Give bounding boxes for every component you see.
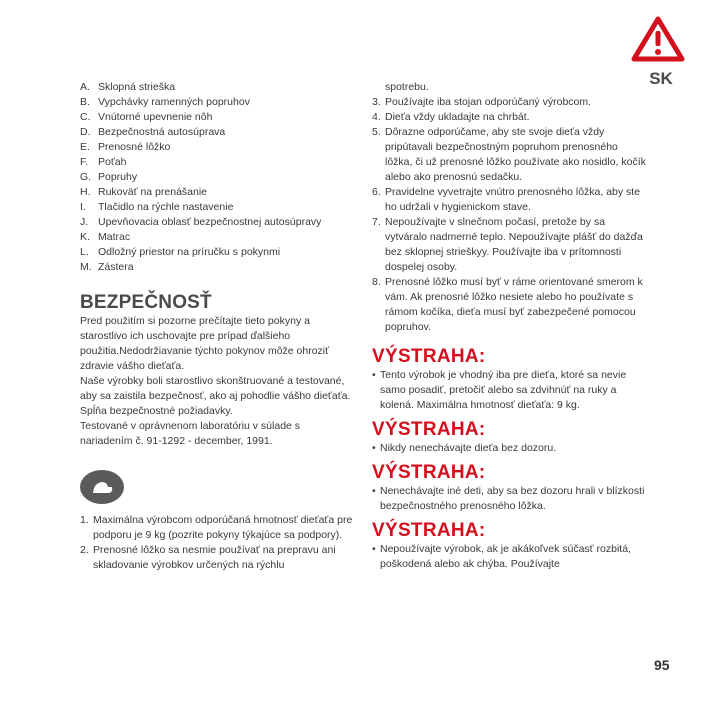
right-numbered-list bbox=[372, 95, 647, 335]
warning-bullet bbox=[372, 542, 647, 572]
warning-text: Nenechávajte iné deti, aby sa bez dozoru hrali v blízkosti bezpečnostného prenosného lôžka. bbox=[380, 485, 645, 512]
item-text: Nepoužívajte v slnečnom počasí, pretože by sa vytváralo nadmerné teplo. Nepoužívajte plášť do dažďa bez sklopnej strieškyy. Používajte iba v prítomnosti dospelej osoby. bbox=[385, 216, 643, 273]
part-letter: E. bbox=[80, 141, 90, 153]
part-label: Vnútorné upevnenie nôh bbox=[98, 111, 213, 123]
bullet-dot: • bbox=[372, 369, 376, 381]
warning-text: Tento výrobok je vhodný iba pre dieťa, ktoré sa nevie samo posadiť, pretočiť alebo sa zdvihnúť na ruky a kolená. Maximálna hmotnosť dieťaťa: 9 kg. bbox=[380, 369, 627, 411]
item-number: 2. bbox=[80, 544, 89, 556]
warning-block bbox=[372, 520, 647, 572]
warning-bullet bbox=[372, 368, 647, 413]
item-text: Prenosné lôžko musí byť v ráme orientované smerom k vám. Ak prenosné lôžko nesiete alebo ho používate s rámom kočíka, dieťa musí byť zabezpečené pomocou popruhov. bbox=[385, 276, 643, 333]
item-number: 8. bbox=[372, 276, 381, 288]
item-text: Maximálna výrobcom odporúčaná hmotnosť dieťaťa pre podporu je 9 kg (pozrite pokyny týkajúce sa podpory). bbox=[93, 514, 353, 541]
warning-bullet bbox=[372, 484, 647, 514]
part-letter: I. bbox=[80, 201, 86, 213]
item-text: Pravidelne vyvetrajte vnútro prenosného lôžka, aby ste ho udržali v hygienickom stave. bbox=[385, 186, 641, 213]
warning-block bbox=[372, 462, 647, 514]
safety-paragraph: Naše výrobky boli starostlivo skonštruované a testované, aby sa zaistila bezpečnosť, ako aj pohodlie vášho dieťaťa. bbox=[80, 375, 351, 402]
part-letter: J. bbox=[80, 216, 89, 228]
warning-title: VÝSTRAHA: bbox=[372, 346, 486, 367]
warning-title: VÝSTRAHA: bbox=[372, 520, 486, 541]
numbered-item bbox=[372, 95, 647, 110]
part-label: Tlačidlo na rýchle nastavenie bbox=[98, 201, 234, 213]
part-label: Upevňovacia oblasť bezpečnostnej autosúpravy bbox=[98, 216, 322, 228]
item-text: Dôrazne odporúčame, aby ste svoje dieťa vždy pripútavali bezpečnostným popruhom prenosného lôžka, či už prenosné lôžko používate ako nosidlo, kočík alebo ako prenosnú sedačku. bbox=[385, 126, 646, 183]
part-letter: D. bbox=[80, 126, 91, 138]
item-text: Prenosné lôžko sa nesmie používať na prepravu ani skladovanie výrobkov určených na rýchlu bbox=[93, 544, 336, 571]
part-label: Bezpečnostná autosúprava bbox=[98, 126, 226, 138]
numbered-item bbox=[372, 110, 647, 125]
numbered-item bbox=[372, 215, 647, 275]
numbered-item bbox=[372, 275, 647, 335]
right-column bbox=[372, 80, 647, 578]
bullet-dot: • bbox=[372, 442, 376, 454]
language-code: SK bbox=[649, 69, 673, 88]
warning-title: VÝSTRAHA: bbox=[372, 419, 486, 440]
continuation-text: spotrebu. bbox=[385, 81, 429, 93]
warnings-section bbox=[372, 346, 647, 572]
part-label: Popruhy bbox=[98, 171, 138, 183]
parts-list-item bbox=[80, 260, 355, 275]
numbered-item bbox=[372, 185, 647, 215]
left-column bbox=[80, 80, 355, 449]
part-letter: C. bbox=[80, 111, 91, 123]
safety-paragraph: Pred použitím si pozorne prečítajte tieto pokyny a starostlivo ich uschovajte pre prípad ďalšieho použitia.Nedodržiavanie týchto pokynov môže ohroziť zdravie vášho dieťaťa. bbox=[80, 315, 330, 372]
parts-list-item bbox=[80, 125, 355, 140]
part-label: Zástera bbox=[98, 261, 134, 273]
bullet-dot: • bbox=[372, 543, 376, 555]
warning-text: Nepoužívajte výrobok, ak je akákoľvek súčasť rozbitá, poškodená alebo ak chýba. Používajte bbox=[380, 543, 631, 570]
part-letter: F. bbox=[80, 156, 89, 168]
safety-paragraph: Spĺňa bezpečnostné požiadavky. bbox=[80, 405, 233, 417]
part-label: Prenosné lôžko bbox=[98, 141, 171, 153]
parts-list-item bbox=[80, 155, 355, 170]
item-text: Používajte iba stojan odporúčaný výrobcom. bbox=[385, 96, 592, 108]
warning-title: VÝSTRAHA: bbox=[372, 462, 486, 483]
item-number: 3. bbox=[372, 96, 381, 108]
warning-block bbox=[372, 419, 647, 456]
part-label: Vypchávky ramenných popruhov bbox=[98, 96, 250, 108]
numbered-item bbox=[80, 543, 355, 573]
part-letter: G. bbox=[80, 171, 92, 183]
part-label: Odložný priestor na príručku s pokynmi bbox=[98, 246, 281, 258]
parts-list-item bbox=[80, 140, 355, 155]
parts-list-item bbox=[80, 170, 355, 185]
part-label: Poťah bbox=[98, 156, 127, 168]
item-number: 6. bbox=[372, 186, 381, 198]
parts-list-item bbox=[80, 110, 355, 125]
parts-list-item bbox=[80, 80, 355, 95]
part-letter: M. bbox=[80, 261, 92, 273]
part-label: Sklopná strieška bbox=[98, 81, 176, 93]
item-number: 1. bbox=[80, 514, 89, 526]
part-letter: K. bbox=[80, 231, 90, 243]
safety-title: BEZPEČNOSŤ bbox=[80, 292, 212, 313]
bullet-dot: • bbox=[372, 485, 376, 497]
part-letter: A. bbox=[80, 81, 90, 93]
parts-list-item bbox=[80, 230, 355, 245]
parts-list-item bbox=[80, 200, 355, 215]
part-letter: H. bbox=[80, 186, 91, 198]
part-letter: B. bbox=[80, 96, 90, 108]
parts-list-item bbox=[80, 245, 355, 260]
page-number: 95 bbox=[654, 657, 670, 673]
pictogram-icon bbox=[80, 470, 124, 504]
safety-paragraph: Testované v oprávnenom laboratóriu v súlade s nariadením č. 91-1292 - december, 1991. bbox=[80, 420, 301, 447]
warning-bullet bbox=[372, 441, 647, 456]
warning-block bbox=[372, 346, 647, 413]
warning-badge bbox=[630, 15, 686, 88]
parts-list bbox=[80, 80, 355, 275]
safety-paragraphs bbox=[80, 314, 355, 449]
item-number: 5. bbox=[372, 126, 381, 138]
left-numbered-section bbox=[80, 513, 355, 573]
numbered-item bbox=[80, 513, 355, 543]
numbered-item bbox=[372, 125, 647, 185]
parts-list-item bbox=[80, 215, 355, 230]
carrycot-icon bbox=[80, 470, 124, 504]
item-number: 4. bbox=[372, 111, 381, 123]
left-numbered-list bbox=[80, 513, 355, 573]
part-letter: L. bbox=[80, 246, 89, 258]
part-label: Rukoväť na prenášanie bbox=[98, 186, 208, 198]
parts-list-item bbox=[80, 95, 355, 110]
parts-list-item bbox=[80, 185, 355, 200]
warning-triangle-icon bbox=[630, 15, 686, 63]
item-number: 7. bbox=[372, 216, 381, 228]
part-label: Matrac bbox=[98, 231, 131, 243]
warning-text: Nikdy nenechávajte dieťa bez dozoru. bbox=[380, 442, 557, 454]
item-text: Dieťa vždy ukladajte na chrbát. bbox=[385, 111, 530, 123]
